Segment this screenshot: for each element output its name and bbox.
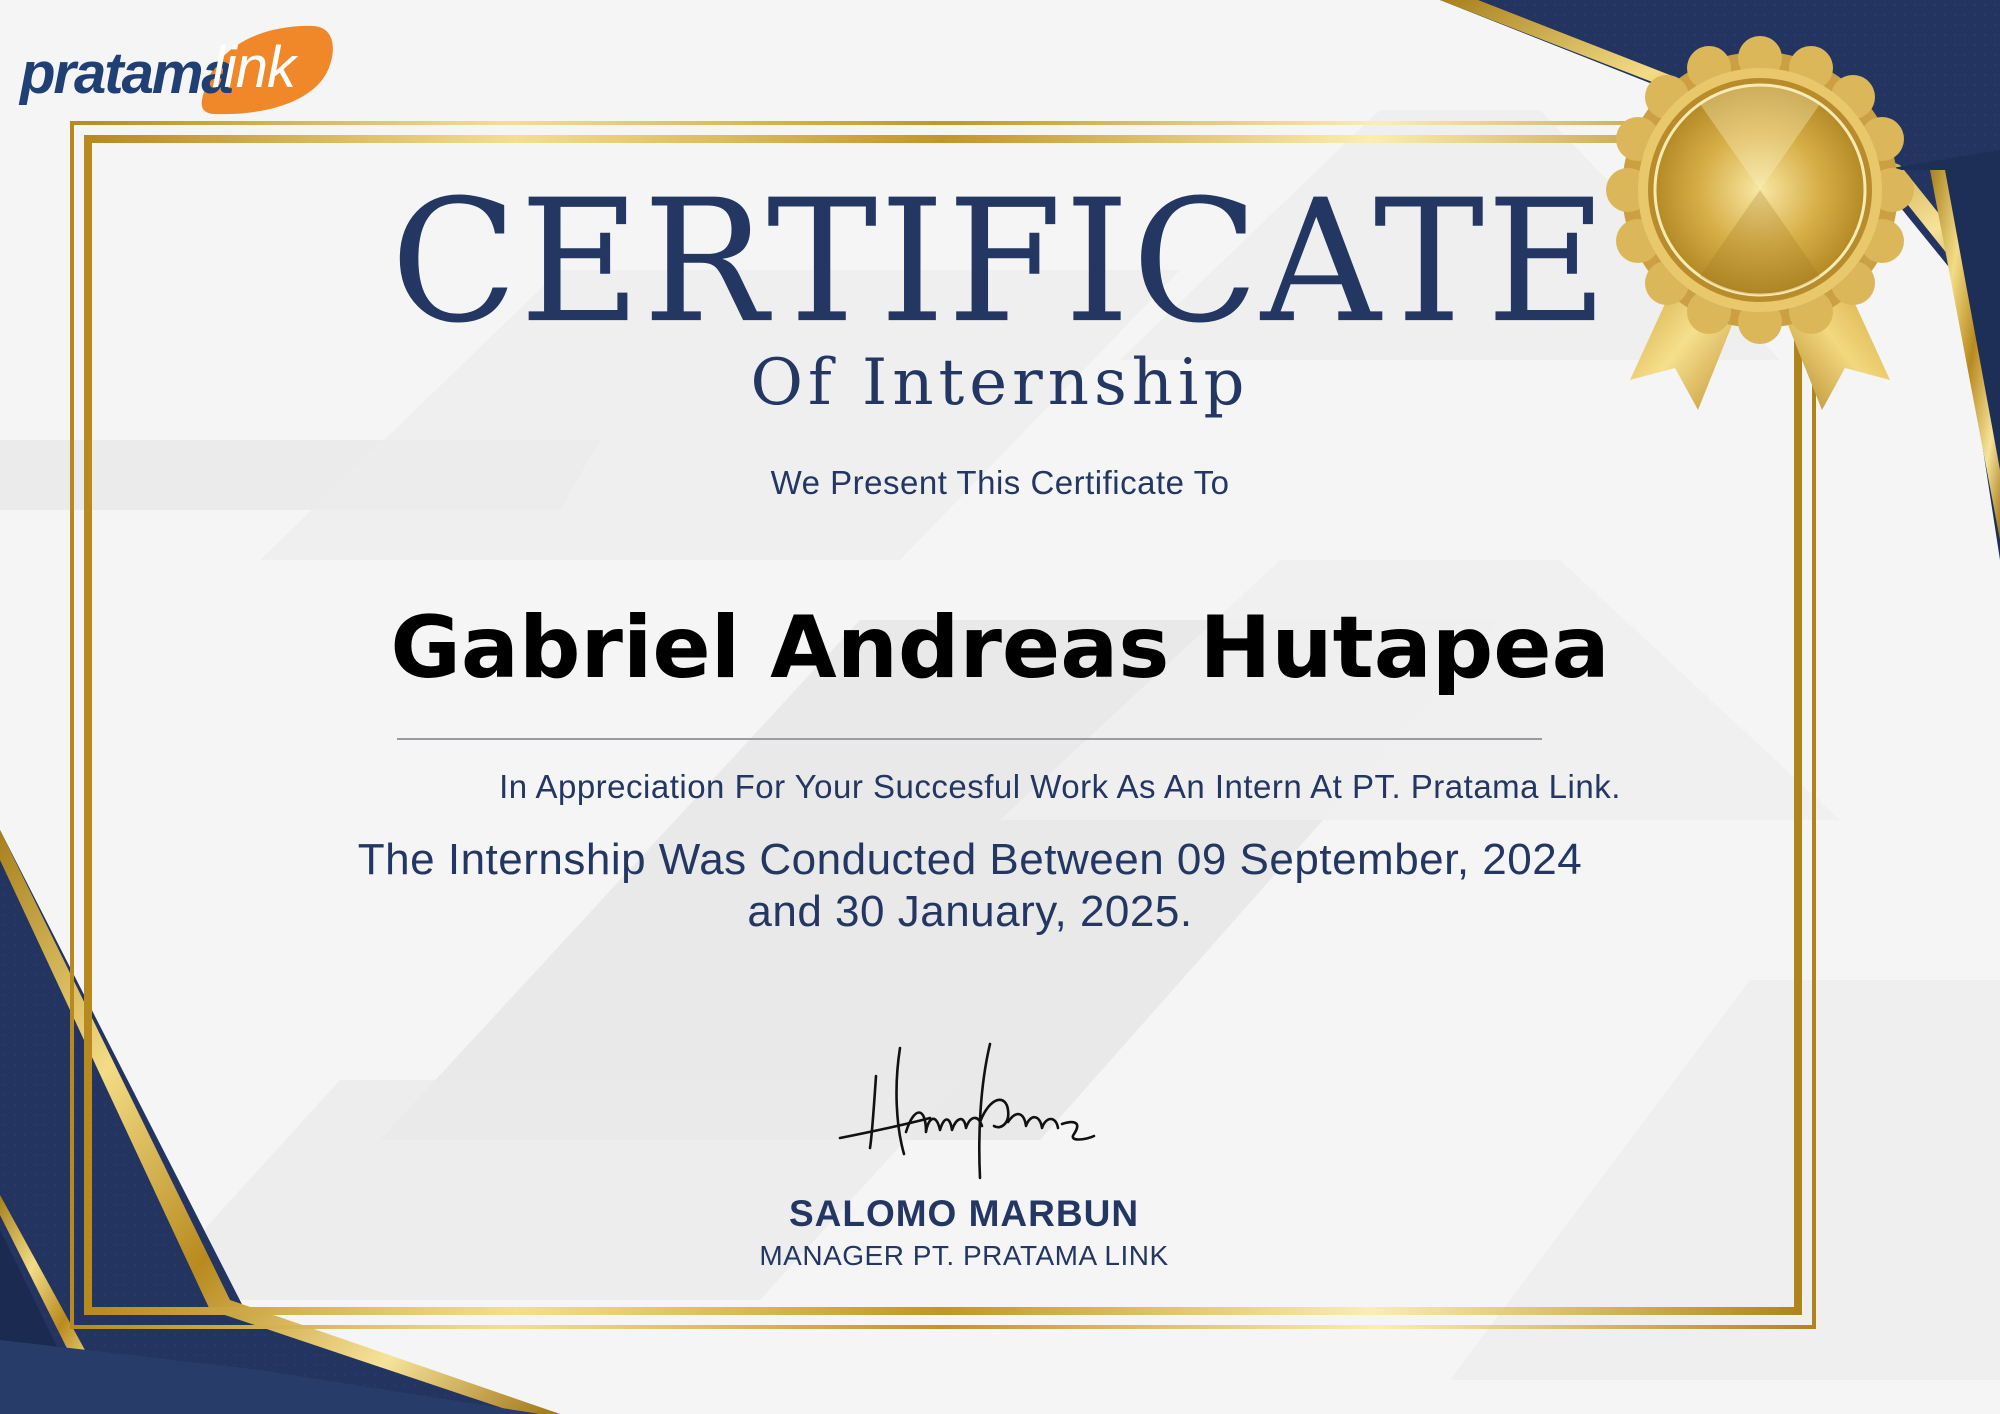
certificate-subtitle: Of Internship — [750, 346, 1250, 420]
signatory-title: MANAGER PT. PRATAMA LINK — [759, 1240, 1169, 1271]
logo-wordmark-link: link — [212, 35, 296, 100]
period-line-2: and 30 January, 2025. — [747, 887, 1193, 936]
logo-wordmark-pratama: pratama — [20, 41, 232, 106]
internship-period — [0, 834, 1970, 938]
signatory-name: SALOMO MARBUN — [788, 1193, 1140, 1234]
recipient-name: Gabriel Andreas Hutapea — [390, 598, 1610, 698]
present-statement: We Present This Certificate To — [770, 464, 1230, 501]
certificate-title: CERTIFICATE — [390, 164, 1610, 361]
handwritten-signature — [830, 1036, 1100, 1186]
period-line-1: The Internship Was Conducted Between 09 September, 2024 — [357, 835, 1583, 884]
name-underline — [397, 738, 1542, 740]
appreciation-text: In Appreciation For Your Succesful Work As An Intern At PT. Pratama Link. — [499, 768, 1621, 805]
company-logo — [14, 18, 334, 128]
